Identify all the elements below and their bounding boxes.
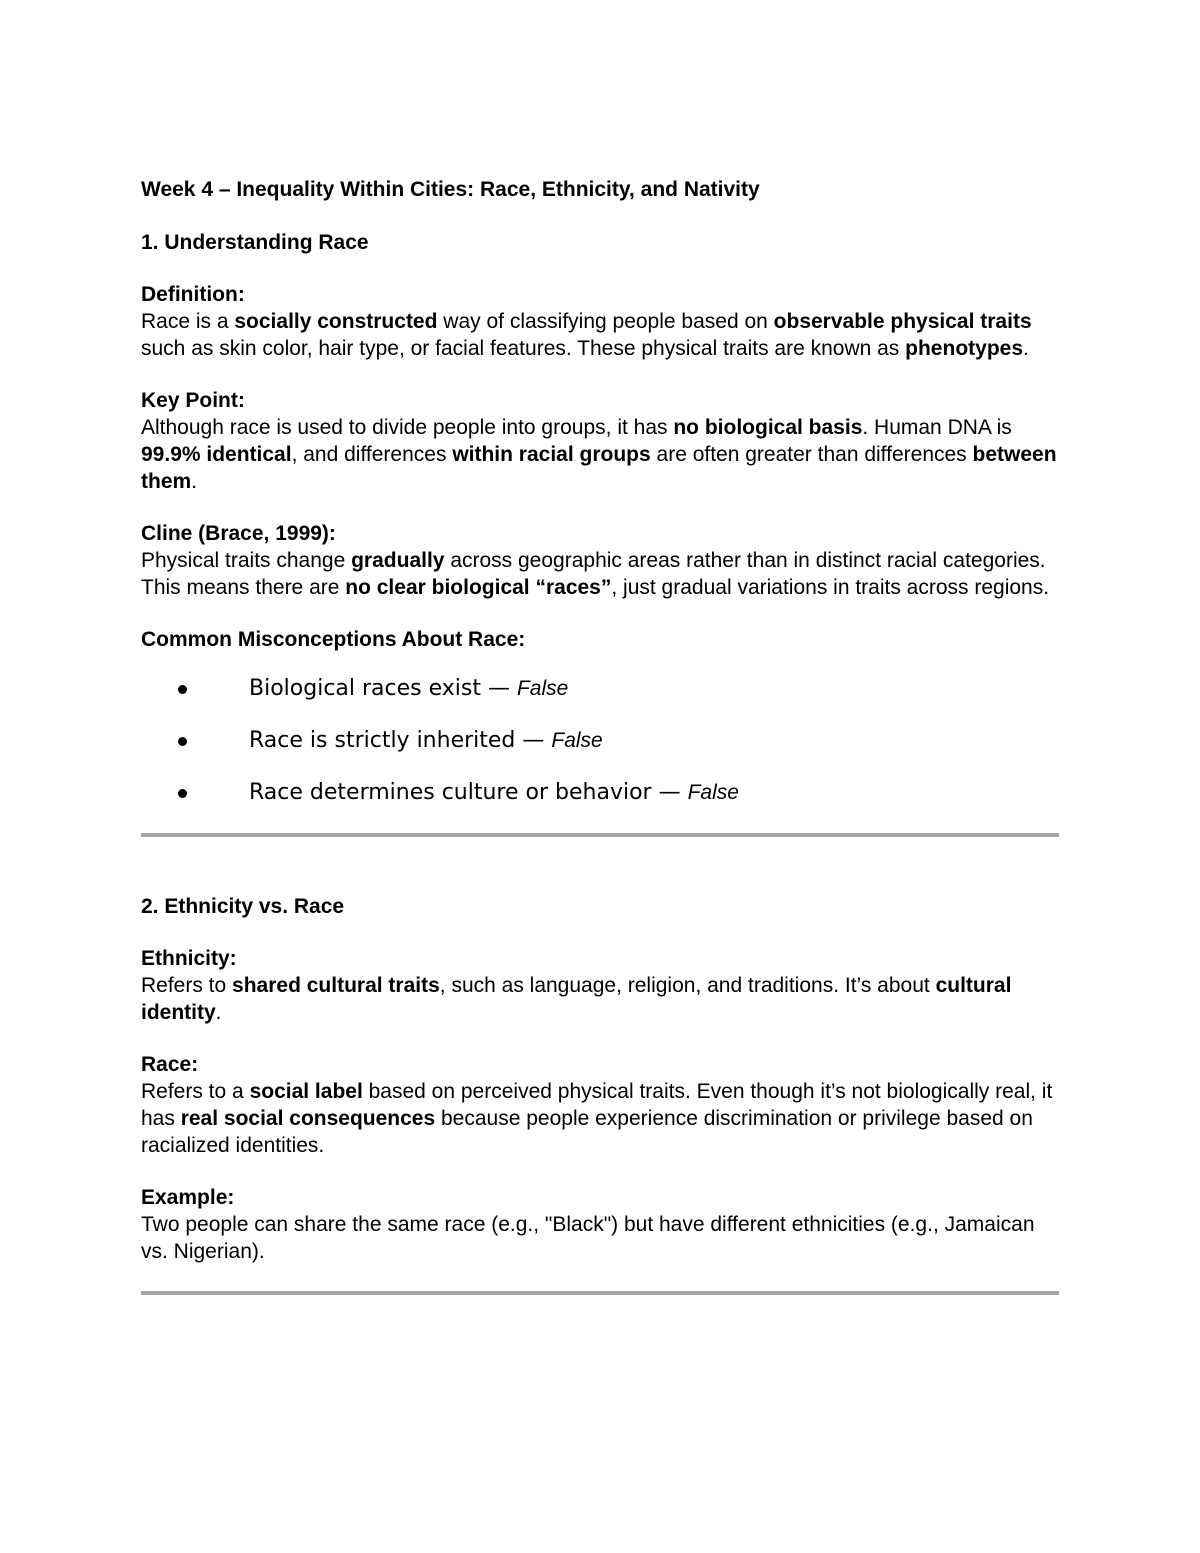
cline-label: Cline (Brace, 1999): — [141, 522, 336, 545]
list-item: Race determines culture or behavior — False — [141, 779, 1059, 807]
example-block — [141, 1184, 1059, 1265]
definition-text: Race is a socially constructed way of classifying people based on observable physical traits such as skin color, hair type, or facial features. These physical traits are known as phenotypes. — [141, 310, 1032, 360]
definition-block — [141, 281, 1059, 362]
document-page — [141, 176, 1059, 1295]
misconceptions-label: Common Misconceptions About Race: — [141, 628, 526, 651]
bullet-icon — [178, 737, 187, 746]
section-1-heading: 1. Understanding Race — [141, 231, 369, 254]
list-item: Race is strictly inherited — False — [141, 727, 1059, 755]
cline-text: Physical traits change gradually across geographic areas rather than in distinct racial categories. This means there are no clear biological “races”, just gradual variations in traits across regions. — [141, 549, 1050, 599]
misconceptions-block — [141, 626, 1059, 807]
cline-block — [141, 520, 1059, 601]
example-label: Example: — [141, 1186, 235, 1209]
race-block — [141, 1051, 1059, 1159]
bullet-icon — [178, 789, 187, 798]
bullet-icon — [178, 685, 187, 694]
race-label: Race: — [141, 1053, 199, 1076]
definition-label: Definition: — [141, 283, 245, 306]
list-item: Biological races exist — False — [141, 675, 1059, 703]
ethnicity-block — [141, 945, 1059, 1026]
example-text: Two people can share the same race (e.g., "Black") but have different ethnicities (e.g., Jamaican vs. Nigerian). — [141, 1213, 1035, 1263]
key-point-text: Although race is used to divide people into groups, it has no biological basis. Human DNA is 99.9% identical, and differences within racial groups are often greater than differences between them. — [141, 416, 1057, 493]
document-title: Week 4 – Inequality Within Cities: Race, Ethnicity, and Nativity — [141, 178, 760, 201]
ethnicity-label: Ethnicity: — [141, 947, 237, 970]
section-2-heading: 2. Ethnicity vs. Race — [141, 895, 345, 918]
misconceptions-list — [141, 675, 1059, 807]
race-text: Refers to a social label based on perceived physical traits. Even though it’s not biologically real, it has real social consequences because people experience discrimination or privilege based on racialized identities. — [141, 1080, 1053, 1157]
section-divider — [141, 833, 1059, 837]
ethnicity-text: Refers to shared cultural traits, such as language, religion, and traditions. It’s about cultural identity. — [141, 974, 1012, 1024]
section-divider — [141, 1291, 1059, 1295]
key-point-label: Key Point: — [141, 389, 245, 412]
key-point-block — [141, 387, 1059, 495]
